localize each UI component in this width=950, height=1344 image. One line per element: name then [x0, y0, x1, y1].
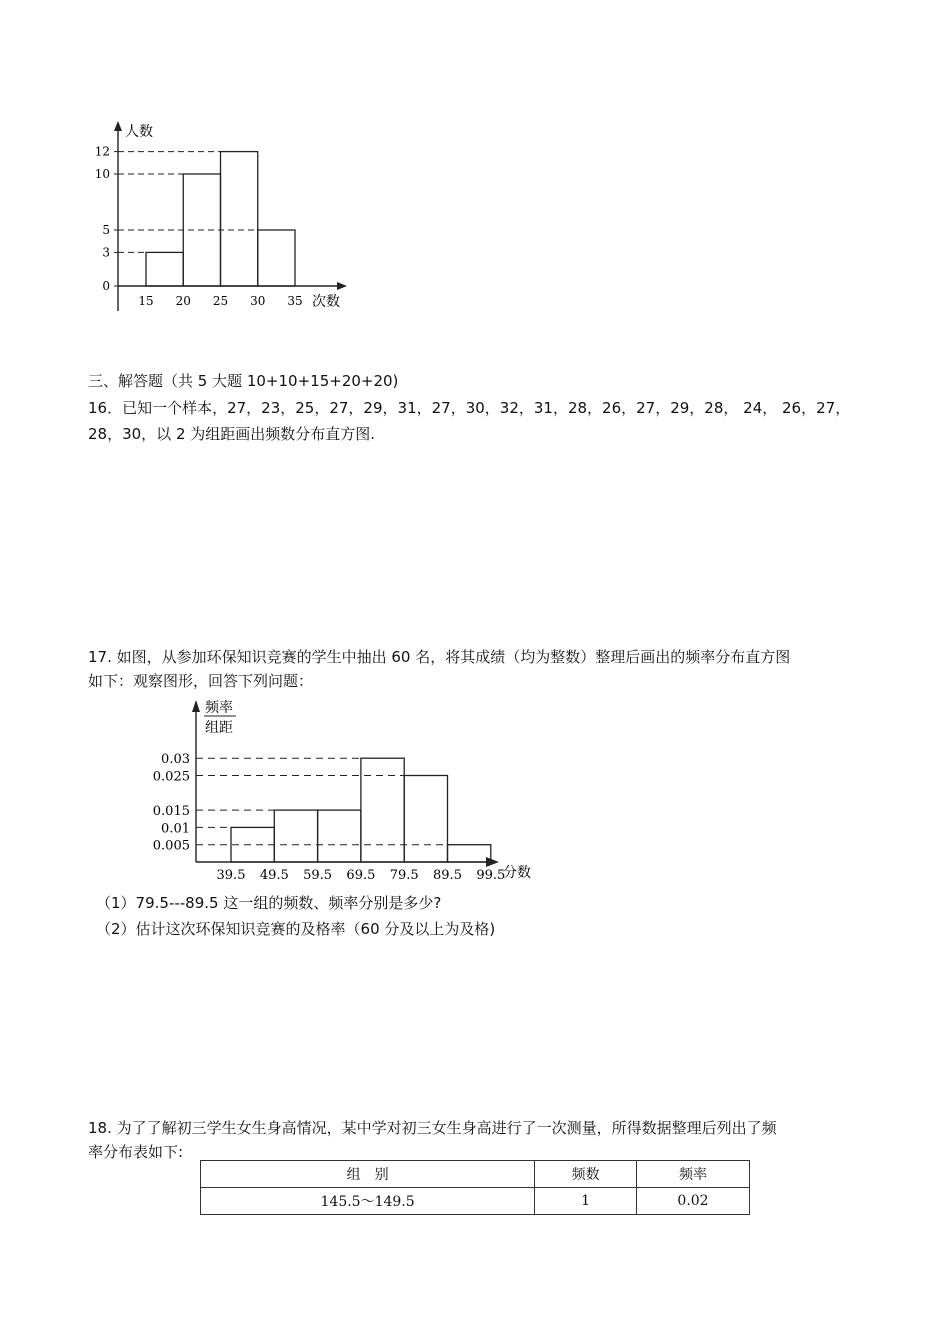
q18-line1: 18. 为了了解初三学生女生身高情况，某中学对初三女生身高进行了一次测量，所得数据整理后列出了频 — [88, 1119, 777, 1137]
y-axis-arrow — [192, 700, 200, 712]
y-tick-label: 0.015 — [152, 804, 190, 820]
table-header-row — [201, 1161, 750, 1188]
x-tick-label: 30 — [250, 294, 266, 308]
y-axis-label: 人数 — [125, 124, 153, 140]
table-header-count: 频数 — [535, 1161, 637, 1188]
q17-line2: 如下：观察图形，回答下列问题： — [88, 672, 314, 690]
q18-line2: 率分布表如下: — [88, 1143, 184, 1161]
x-tick-label: 25 — [212, 294, 229, 308]
x-axis-label: 分数 — [503, 865, 531, 881]
y-tick-label: 0.03 — [161, 752, 190, 768]
x-tick-label: 15 — [138, 294, 154, 308]
x-axis-label: 次数 — [312, 294, 340, 310]
table-cell-frequency: 0.02 — [637, 1188, 750, 1215]
histogram-bar — [448, 845, 491, 862]
table-header-frequency: 频率 — [637, 1161, 750, 1188]
y-tick-label: 0.005 — [152, 838, 190, 854]
y-tick-label: 0.025 — [152, 769, 190, 785]
histogram-bar — [318, 810, 361, 862]
y-tick-label: 10 — [94, 167, 110, 181]
x-tick-label: 59.5 — [303, 868, 333, 883]
x-tick-label: 39.5 — [216, 868, 246, 883]
table-cell-count: 1 — [535, 1188, 637, 1215]
x-tick-label: 89.5 — [433, 868, 462, 883]
x-tick-label: 79.5 — [389, 868, 419, 883]
x-tick-label: 99.5 — [476, 868, 506, 883]
q17-sub2: （2）估计这次环保知识竞赛的及格率（60 分及以上为及格) — [96, 920, 496, 938]
section-heading: 三、解答题（共 5 大题 10+10+15+20+20) — [88, 372, 399, 390]
table-cell-group: 145.5～149.5 — [201, 1188, 535, 1215]
histogram-bar — [361, 758, 404, 862]
q17-sub1: （1）79.5---89.5 这一组的频数、频率分别是多少? — [96, 894, 442, 912]
x-tick-label: 49.5 — [259, 868, 289, 883]
y-axis-label-numerator: 频率 — [205, 700, 233, 716]
frequency-table — [200, 1160, 750, 1215]
y-tick-label: 12 — [94, 144, 110, 159]
y-tick-label: 3 — [102, 245, 110, 260]
y-tick-label: 0 — [102, 279, 110, 293]
x-tick-label: 35 — [287, 294, 303, 308]
table-row — [201, 1188, 750, 1215]
q16-line2: 28，30，以 2 为组距画出频数分布直方图. — [88, 425, 376, 443]
y-tick-label: 5 — [102, 223, 110, 237]
q17-line1: 17. 如图，从参加环保知识竞赛的学生中抽出 60 名，将其成绩（均为整数）整理后画出的频率分布直方图 — [88, 648, 791, 666]
table-header-group: 组 别 — [201, 1161, 535, 1188]
y-axis-label-denominator: 组距 — [205, 720, 233, 736]
q16-line1: 16．已知一个样本，27，23，25，27，29，31，27，30，32，31，28，26，27，29，28， 24， 26，27， — [88, 399, 851, 417]
histogram-bar — [404, 776, 447, 863]
x-tick-label: 69.5 — [346, 868, 376, 883]
frequency-histogram-chart — [0, 0, 560, 900]
y-tick-label: 0.01 — [161, 821, 190, 837]
x-tick-label: 20 — [175, 294, 191, 308]
histogram-bar — [274, 810, 317, 862]
